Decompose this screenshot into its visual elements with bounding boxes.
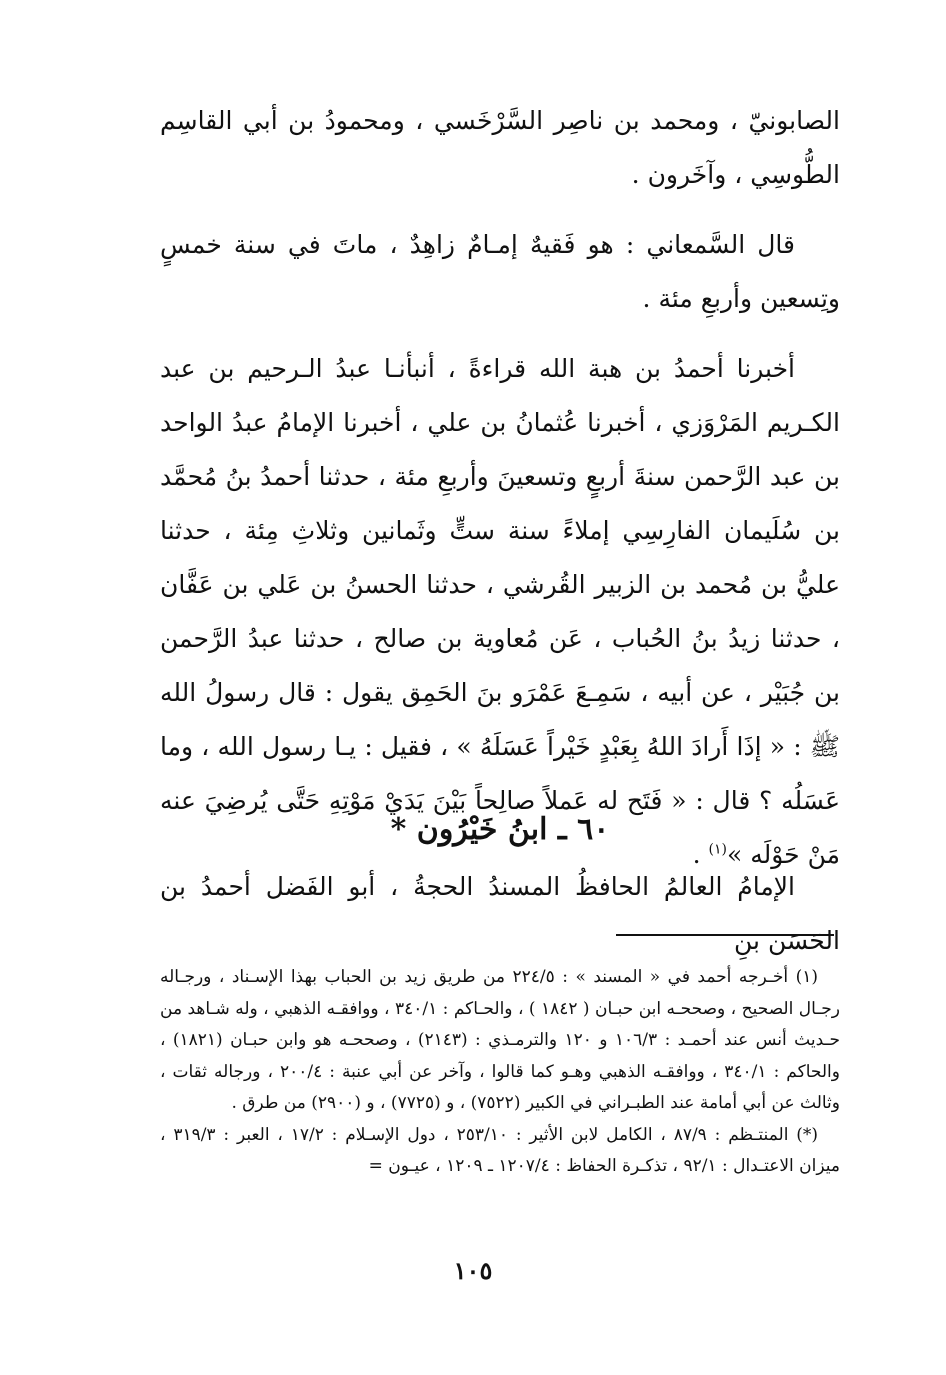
paragraph-samani: قال السَّمعاني : هو فَقيهٌ إمـامٌ زاهِدٌ ، ماتَ في سنة خمسٍ وتِسعين وأربعِ مئة .: [160, 230, 840, 313]
hadith-text: أخبرنا أحمدُ بن هبة الله قراءةً ، أنبأنـا عبدُ الـرحيم بن عبد الكـريم المَرْوَزي ، أخبرنا عُثمانُ بن علي ، أخبرنا الإمامُ عبدُ الواحد بن عبد الرَّحمن سنةَ أربعٍ وتسعينَ وأربعِ مئة ، حدثنا أحمدُ بنُ مُحمَّد بن سُلَيمان الفارِسِي إملاءً سنة ستٍّ وثَمانين وثلاثِ مِئة ، حدثنا عليُّ بن مُحمد بن الزبير القُرشي ، حدثنا الحسنُ بن عَلي بن عَفَّان ، حدثنا زيدُ بنُ الحُباب ، عَن مُعاوية بن صالح ، حدثنا عبدُ الرَّحمن بن جُبَيْر ، عن أبيه ، سَمِـعَ عَمْرَو بنَ الحَمِق يقول : قال رسولُ الله ﷺ : « إذَا أَرادَ اللهُ بِعَبْدٍ خَيْراً عَسَلَهُ » ، فقيل : يـا رسول الله ، وما عَسَلُه ؟ قال : « فَتَح له عَملاً صالِحاً بَيْنَ يَدَيْ مَوْتِهِ حَتَّى يُرضِيَ عنه مَنْ حَوْلَه »: [160, 354, 840, 869]
paragraph-continuation: الصابونيّ ، ومحمد بن ناصِر السَّرْخَسي ، ومحمودُ بن أبي القاسِم الطُّوسِي ، وآخَرون .: [160, 106, 840, 189]
main-text: [160, 94, 840, 882]
trailing-period: .: [692, 840, 709, 869]
footnotes: [160, 962, 840, 1183]
biography-opening: الإمامُ العالمُ الحافظُ المسندُ الحجةُ ، أبو الفَضل أحمدُ بن الحَسَن بنِ: [160, 872, 840, 955]
paragraph-hadith: [160, 342, 840, 882]
section-heading: ٦٠ ـ ابنُ خَيْرُون *: [390, 812, 610, 847]
footnote-reference[interactable]: (١): [708, 841, 727, 858]
footnote-divider: [616, 934, 834, 936]
page-number: ١٠٥: [453, 1256, 493, 1285]
footnote-1: (١) أخـرجه أحمد في « المسند » : ٢٢٤/٥ من طريق زيد بن الحباب بهذا الإسـناد ، ورجـاله رجـال الصحيح ، وصححـه ابن حبـان ( ١٨٤٢ ) ، والحـاكم : ٣٤٠/١ ، ووافقـه الذهبي ، وله شـاهد من حـديث أنس عند أحمـد : ١٠٦/٣ و ١٢٠ والترمـذي : (٢١٤٣) ، وصححـه هو وابن حبـان (١٨٢١) ، والحاكم : ٣٤٠/١ ، ووافقـه الذهبي وهـو كما قالوا ، وآخر عن أبي عنبة : ٢٠٠/٤ ، ورجاله ثقات ، وثالث عن أبي أمامة عند الطبـراني في الكبير (٧٥٢٢) ، و (٧٧٢٥) ، و (٢٩٠٠) من طرق .: [160, 967, 841, 1113]
footnote-sources: (*) المنتـظم : ٨٧/٩ ، الكامل لابن الأثير : ٢٥٣/١٠ ، دول الإسـلام : ١٧/٢ ، العبر : ٣١٩/٣ ، ميزان الاعتـدال : ٩٢/١ ، تذكـرة الحفاظ : ١٢٠٧/٤ ـ ١٢٠٩ ، عيـون =: [160, 1124, 840, 1176]
